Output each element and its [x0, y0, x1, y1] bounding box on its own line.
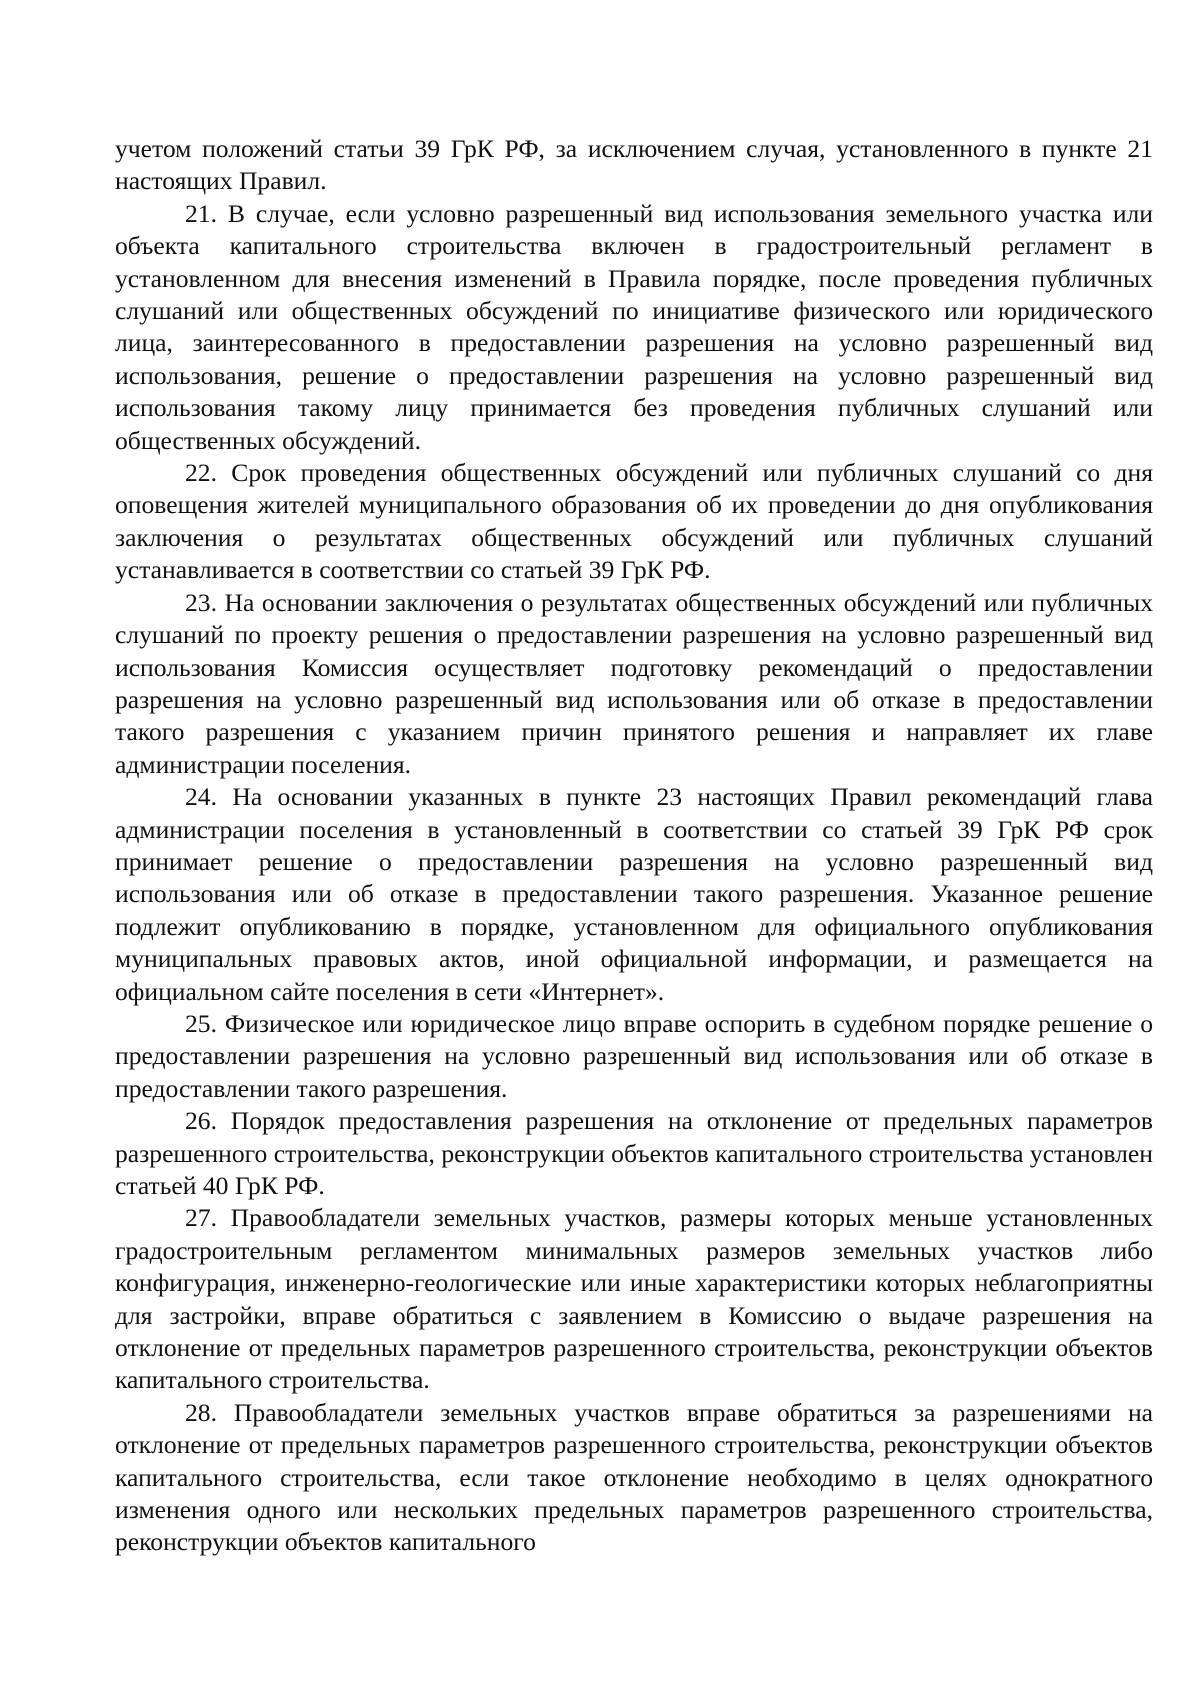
paragraph-23: 23. На основании заключения о результатах общественных обсуждений или публичных слушаний по проекту решения о предоставлении разрешения на условно разрешенный вид использования Комиссия осуществляет подготовку рекомендаций о предоставлении разрешения на условно разрешенный вид использования или об отказе в предоставлении такого разрешения с указанием причин принятого решения и направляет их главе администрации поселения. — [115, 587, 1153, 779]
paragraph-28: 28. Правообладатели земельных участков вправе обратиться за разрешениями на отклонение от предельных параметров разрешенного строительства, реконструкции объектов капитального строительства, если такое отклонение необходимо в целях однократного изменения одного или нескольких предельных параметров разрешенного строительства, реконструкции объектов капитального — [115, 1397, 1153, 1557]
paragraph-continuation: учетом положений статьи 39 ГрК РФ, за исключением случая, установленного в пункте 21 настоящих Правил. — [115, 134, 1153, 196]
document-page — [115, 133, 1153, 1559]
paragraph-27: 27. Правообладатели земельных участков, размеры которых меньше установленных градостроительным регламентом минимальных размеров земельных участков либо конфигурация, инженерно-геологические или иные характеристики которых неблагоприятны для застройки, вправе обратиться с заявлением в Комиссию о выдаче разрешения на отклонение от предельных параметров разрешенного строительства, реконструкции объектов капитального строительства. — [115, 1203, 1153, 1395]
paragraph-24: 24. На основании указанных в пункте 23 настоящих Правил рекомендаций глава администрации поселения в установленный в соответствии со статьей 39 ГрК РФ срок принимает решение о предоставлении разрешения на условно разрешенный вид использования или об отказе в предоставлении такого разрешения. Указанное решение подлежит опубликованию в порядке, установленном для официального опубликования муниципальных правовых актов, иной официальной информации, и размещается на официальном сайте поселения в сети «Интернет». — [115, 782, 1153, 1006]
paragraph-22: 22. Срок проведения общественных обсуждений или публичных слушаний со дня оповещения жителей муниципального образования об их проведении до дня опубликования заключения о результатах общественных обсуждений или публичных слушаний устанавливается в соответствии со статьей 39 ГрК РФ. — [115, 458, 1153, 585]
paragraph-25: 25. Физическое или юридическое лицо вправе оспорить в судебном порядке решение о предоставлении разрешения на условно разрешенный вид использования или об отказе в предоставлении такого разрешения. — [115, 1008, 1153, 1103]
paragraph-26: 26. Порядок предоставления разрешения на отклонение от предельных параметров разрешенного строительства, реконструкции объектов капитального строительства установлен статьей 40 ГрК РФ. — [115, 1106, 1153, 1200]
paragraph-21: 21. В случае, если условно разрешенный вид использования земельного участка или объекта капитального строительства включен в градостроительный регламент в установленном для внесения изменений в Правила порядке, после проведения публичных слушаний или общественных обсуждений по инициативе физического или юридического лица, заинтересованного в предоставлении разрешения на условно разрешенный вид использования, решение о предоставлении разрешения на условно разрешенный вид использования такому лицу принимается без проведения публичных слушаний или общественных обсуждений. — [115, 198, 1153, 455]
